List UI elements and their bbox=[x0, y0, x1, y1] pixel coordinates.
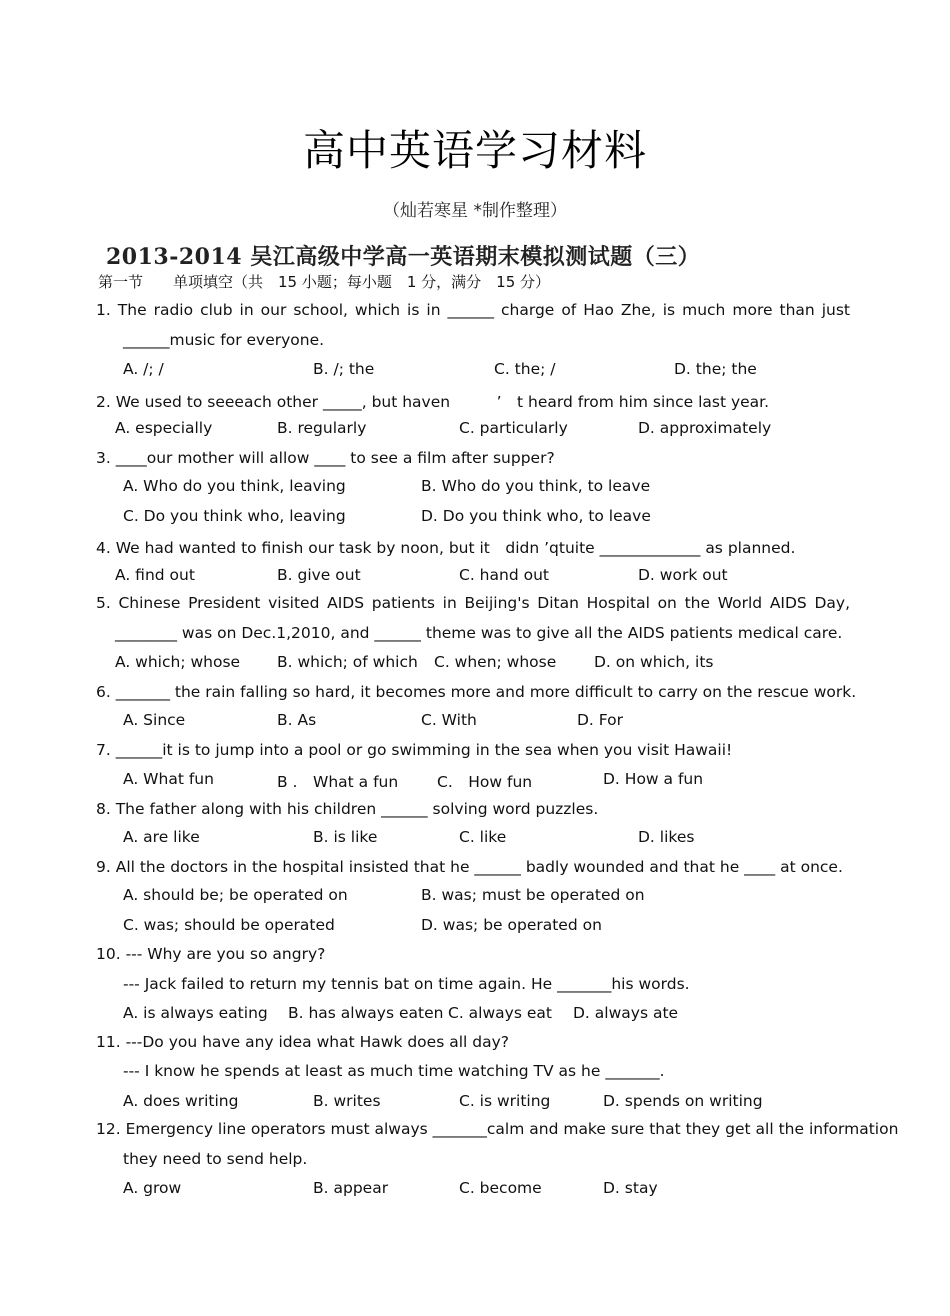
question-4-option-d: D. work out bbox=[638, 566, 728, 584]
page-title: 高中英语学习材料 bbox=[302, 126, 647, 175]
question-7-option-b: B . What a fun bbox=[277, 773, 399, 791]
question-10-option-a: A. is always eating bbox=[123, 1004, 268, 1022]
question-1-option-b: B. /; the bbox=[313, 360, 375, 378]
question-10-stem-cont: --- Jack failed to return my tennis bat on time again. He _______his words. bbox=[123, 975, 690, 993]
question-1-option-d: D. the; the bbox=[674, 360, 757, 378]
question-2-stem: 2. We used to seeeach other _____, but haven ’ t heard from him since last year. bbox=[96, 393, 770, 411]
question-5-stem-cont: ________ was on Dec.1,2010, and ______ theme was to give all the AIDS patients medical care. bbox=[115, 624, 843, 642]
question-8-option-c: C. like bbox=[459, 828, 507, 846]
question-11-option-b: B. writes bbox=[313, 1092, 381, 1110]
question-4-option-c: C. hand out bbox=[459, 566, 549, 584]
question-12-option-c: C. become bbox=[459, 1179, 542, 1197]
question-5-option-c: C. when; whose bbox=[434, 653, 557, 671]
question-6-option-a: A. Since bbox=[123, 711, 186, 729]
question-10-option-c: C. always eat bbox=[448, 1004, 552, 1022]
question-9-option-a: A. should be; be operated on bbox=[123, 886, 348, 904]
question-1-stem: 1. The radio club in our school, which is in ______ charge of Hao Zhe, is much more than just bbox=[96, 301, 850, 319]
question-8-option-b: B. is like bbox=[313, 828, 378, 846]
question-12-option-b: B. appear bbox=[313, 1179, 389, 1197]
question-7-option-d: D. How a fun bbox=[603, 770, 704, 788]
question-10-option-d: D. always ate bbox=[573, 1004, 679, 1022]
question-1-option-c: C. the; / bbox=[494, 360, 556, 378]
question-11-stem: 11. ---Do you have any idea what Hawk does all day? bbox=[96, 1033, 509, 1051]
question-4-option-a: A. find out bbox=[115, 566, 195, 584]
question-3-option-d: D. Do you think who, to leave bbox=[421, 507, 651, 525]
question-1-stem-cont: ______music for everyone. bbox=[123, 331, 325, 349]
question-7-option-a: A. What fun bbox=[123, 770, 214, 788]
question-2-option-b: B. regularly bbox=[277, 419, 367, 437]
question-4-option-b: B. give out bbox=[277, 566, 361, 584]
question-4-stem: 4. We had wanted to finish our task by noon, but it didn ’qtuite _____________ as planned. bbox=[96, 539, 796, 557]
question-1-option-a: A. /; / bbox=[123, 360, 164, 378]
question-11-option-d: D. spends on writing bbox=[603, 1092, 763, 1110]
question-12-option-a: A. grow bbox=[123, 1179, 182, 1197]
question-9-option-b: B. was; must be operated on bbox=[421, 886, 645, 904]
question-9-stem: 9. All the doctors in the hospital insisted that he ______ badly wounded and that he ____ at once. bbox=[96, 858, 843, 876]
question-5-option-a: A. which; whose bbox=[115, 653, 241, 671]
question-9-option-d: D. was; be operated on bbox=[421, 916, 602, 934]
section-heading: 第一节 单项填空（共 15 小题；每小题 1 分，满分 15 分） bbox=[98, 273, 551, 291]
question-12-stem: 12. Emergency line operators must always _______calm and make sure that they get all the information bbox=[96, 1120, 899, 1138]
question-9-option-c: C. was; should be operated bbox=[123, 916, 335, 934]
question-12-stem-cont: they need to send help. bbox=[123, 1150, 308, 1168]
question-3-stem: 3. ____our mother will allow ____ to see a film after supper? bbox=[96, 449, 555, 467]
question-2-option-d: D. approximately bbox=[638, 419, 772, 437]
question-8-option-a: A. are like bbox=[123, 828, 200, 846]
question-2-option-c: C. particularly bbox=[459, 419, 568, 437]
question-8-option-d: D. likes bbox=[638, 828, 695, 846]
question-5-option-b: B. which; of which bbox=[277, 653, 418, 671]
question-11-option-a: A. does writing bbox=[123, 1092, 239, 1110]
question-8-stem: 8. The father along with his children ______ solving word puzzles. bbox=[96, 800, 599, 818]
question-10-option-b: B. has always eaten bbox=[288, 1004, 444, 1022]
question-6-option-d: D. For bbox=[577, 711, 624, 729]
subtitle: （灿若寒星 *制作整理） bbox=[383, 201, 567, 221]
question-5-option-d: D. on which, its bbox=[594, 653, 714, 671]
question-6-option-b: B. As bbox=[277, 711, 317, 729]
question-7-option-c: C. How fun bbox=[437, 773, 533, 791]
exam-title: 2013-2014 吴江高级中学高一英语期末模拟测试题（三） bbox=[106, 244, 701, 270]
question-12-option-d: D. stay bbox=[603, 1179, 658, 1197]
question-3-option-c: C. Do you think who, leaving bbox=[123, 507, 346, 525]
question-10-stem: 10. --- Why are you so angry? bbox=[96, 945, 326, 963]
question-3-option-a: A. Who do you think, leaving bbox=[123, 477, 346, 495]
question-11-option-c: C. is writing bbox=[459, 1092, 551, 1110]
question-3-option-b: B. Who do you think, to leave bbox=[421, 477, 651, 495]
question-6-stem: 6. _______ the rain falling so hard, it becomes more and more difficult to carry on the rescue work. bbox=[96, 683, 857, 701]
question-2-option-a: A. especially bbox=[115, 419, 213, 437]
question-5-stem: 5. Chinese President visited AIDS patients in Beijing's Ditan Hospital on the World AIDS Day, bbox=[96, 594, 850, 612]
question-6-option-c: C. With bbox=[421, 711, 477, 729]
question-7-stem: 7. ______it is to jump into a pool or go swimming in the sea when you visit Hawaii! bbox=[96, 741, 733, 759]
question-11-stem-cont: --- I know he spends at least as much time watching TV as he _______. bbox=[123, 1062, 665, 1080]
